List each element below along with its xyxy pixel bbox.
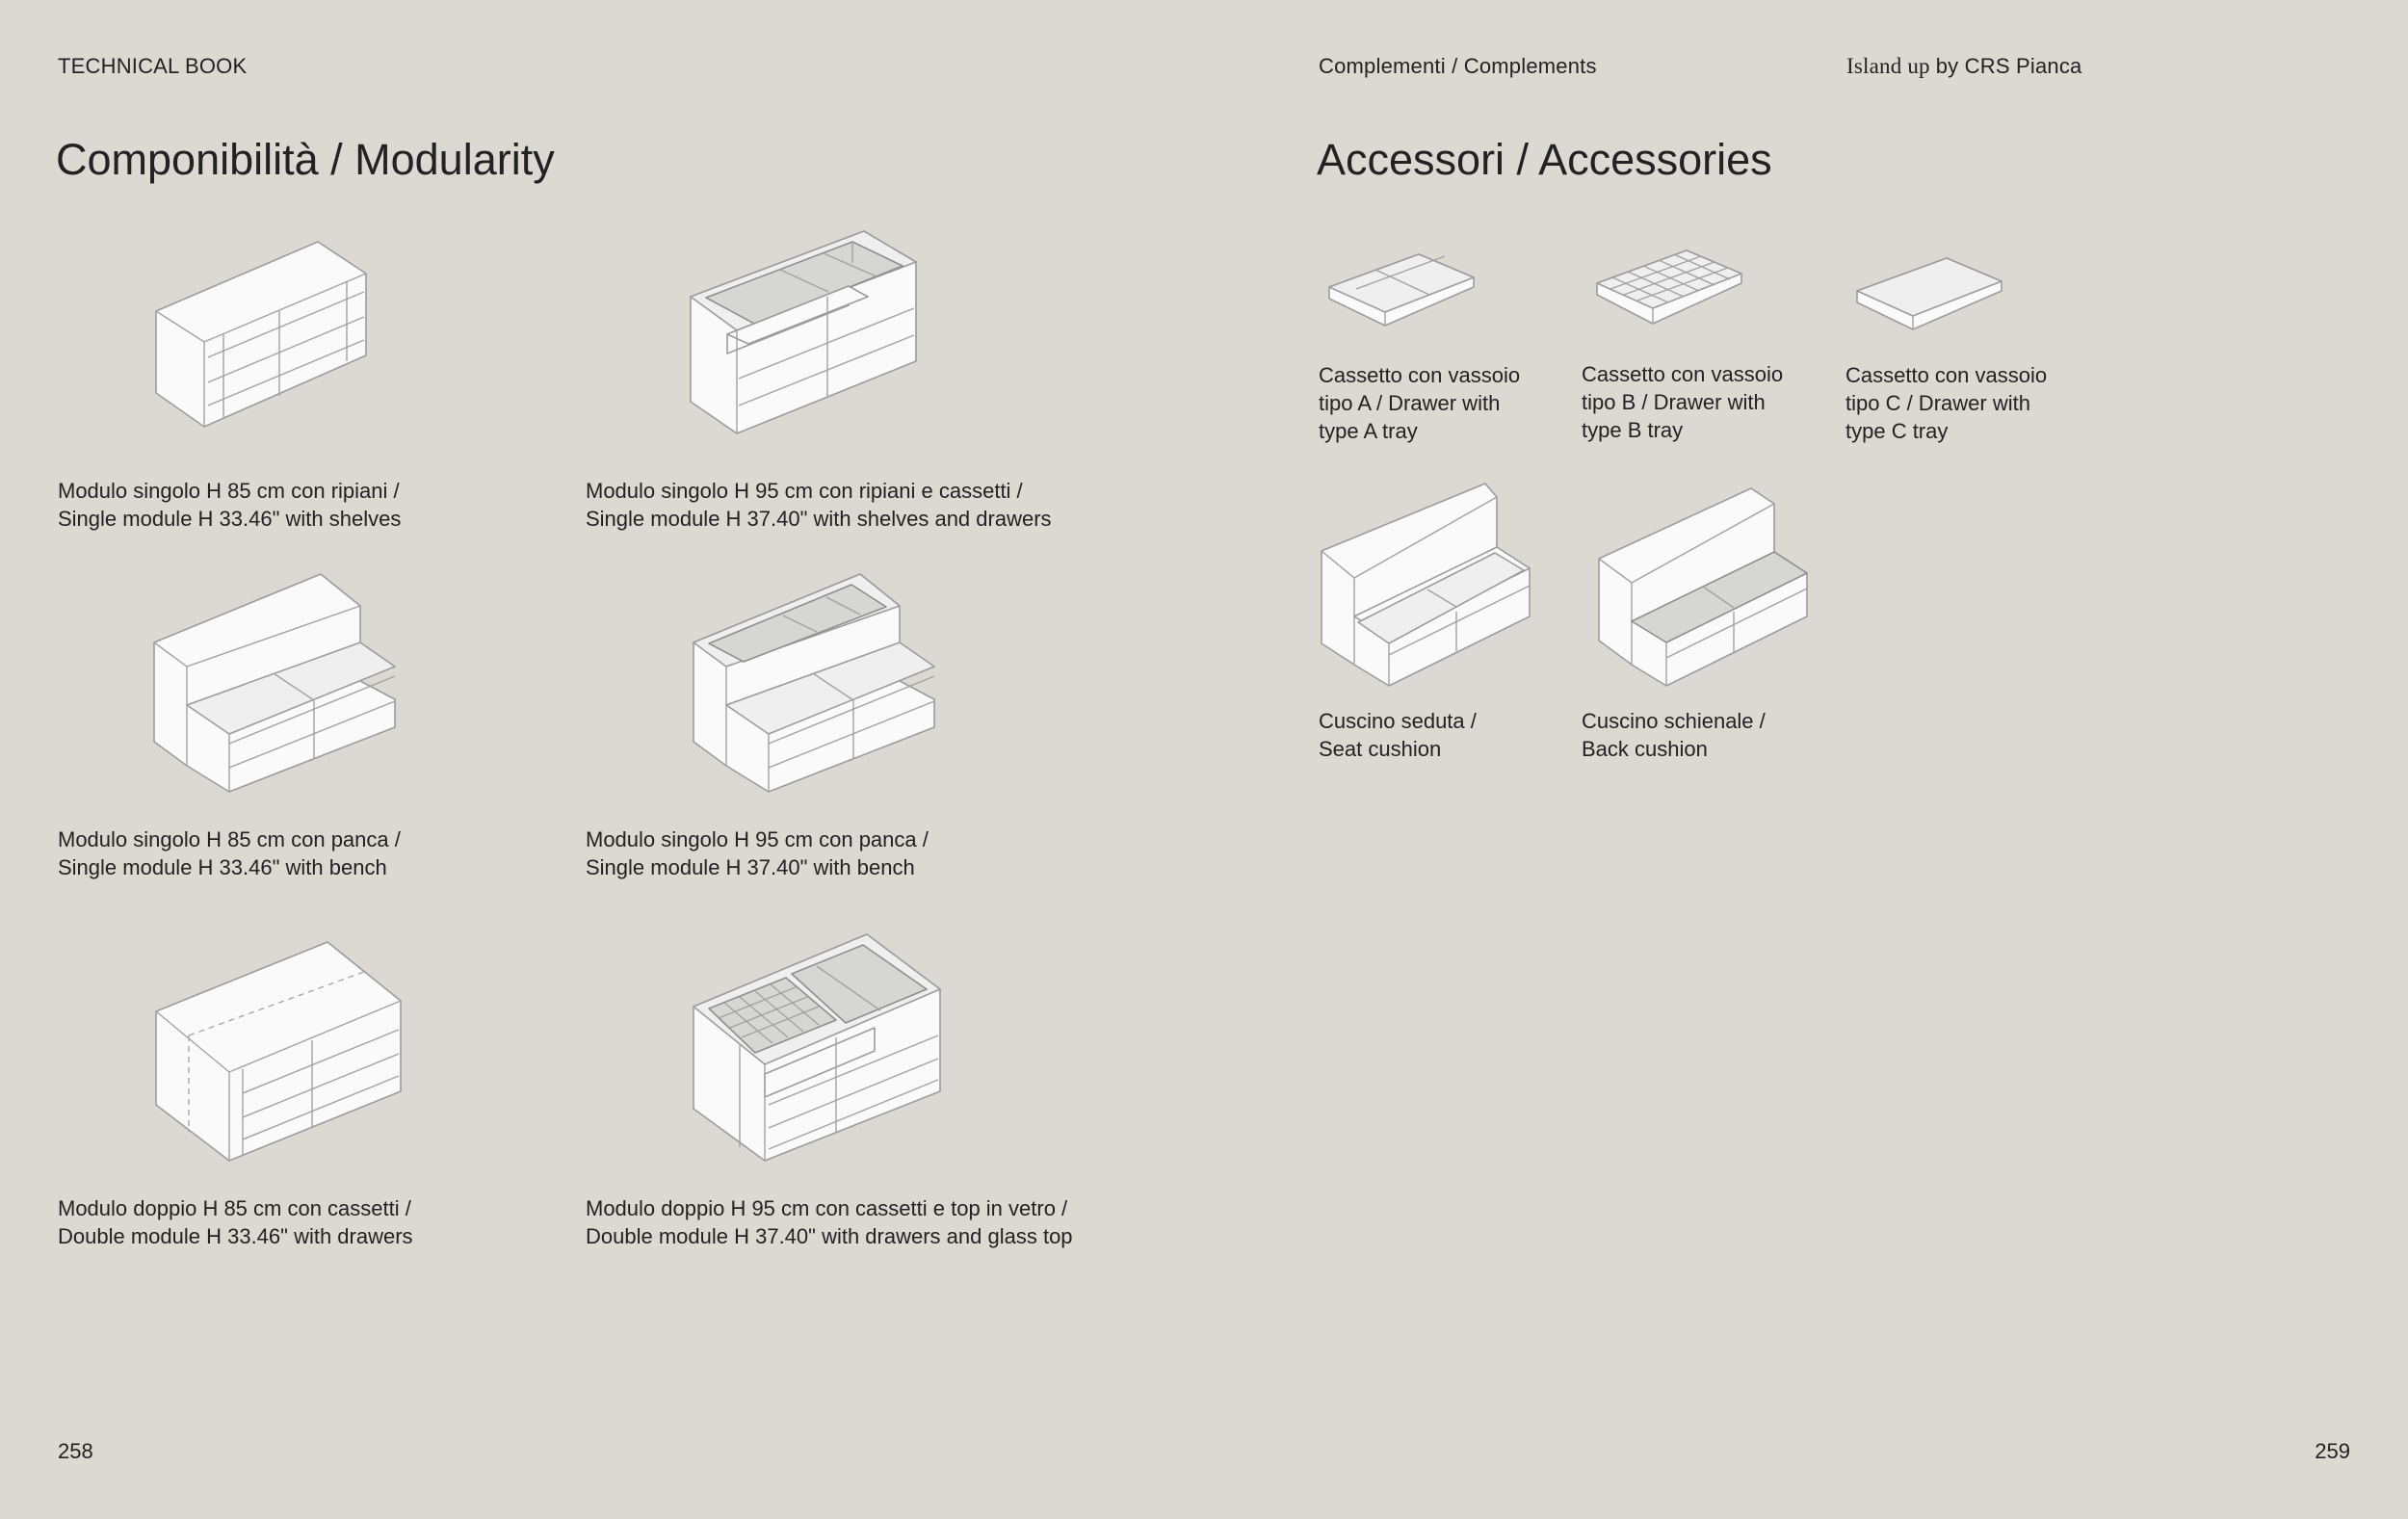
caption-tray-b	[1582, 360, 1783, 444]
accessories-title: Accessori / Accessories	[1317, 135, 1772, 184]
caption-double-glass-top	[586, 1194, 1073, 1250]
caption-single-shelves	[58, 477, 401, 533]
caption-line: Back cushion	[1582, 737, 1708, 761]
page-number-left: 258	[58, 1439, 93, 1463]
tray-c-icon	[1855, 256, 2004, 337]
bench-module-icon	[152, 570, 403, 794]
caption-line: Cassetto con vassoio	[1845, 363, 2048, 387]
caption-single-bench-85	[58, 825, 401, 881]
caption-line: Modulo singolo H 85 cm con ripiani /	[58, 479, 400, 503]
caption-tray-a	[1319, 361, 1520, 445]
caption-line: Double module H 37.40" with drawers and glass top	[586, 1224, 1073, 1248]
caption-seat-cushion	[1319, 707, 1477, 763]
caption-single-shelves-drawers	[586, 477, 1052, 533]
caption-line: Modulo singolo H 95 cm con ripiani e cassetti /	[586, 479, 1023, 503]
caption-line: Modulo singolo H 95 cm con panca /	[586, 827, 929, 851]
cabinet-shelves-icon	[154, 236, 376, 433]
caption-line: Double module H 33.46" with drawers	[58, 1224, 413, 1248]
caption-line: Seat cushion	[1319, 737, 1442, 761]
caption-line: Single module H 33.46" with bench	[58, 855, 387, 879]
caption-tray-c	[1845, 361, 2047, 445]
double-drawer-module-icon	[154, 939, 405, 1163]
seat-cushion-icon	[1320, 482, 1531, 689]
page-number-right: 259	[2315, 1439, 2350, 1463]
caption-line: type A tray	[1319, 419, 1418, 443]
double-glass-top-module-icon	[692, 930, 942, 1165]
caption-line: Modulo doppio H 95 cm con cassetti e top in vetro /	[586, 1196, 1068, 1220]
header-section-label: Complementi / Complements	[1319, 54, 1597, 78]
header-technical-book: TECHNICAL BOOK	[58, 54, 248, 78]
tray-b-icon	[1595, 249, 1744, 335]
caption-double-drawers	[58, 1194, 413, 1250]
caption-line: tipo B / Drawer with	[1582, 390, 1766, 414]
caption-line: Modulo singolo H 85 cm con panca /	[58, 827, 401, 851]
caption-single-bench-95	[586, 825, 929, 881]
caption-line: type B tray	[1582, 418, 1684, 442]
brand-by: by CRS Pianca	[1935, 54, 2082, 78]
tray-a-icon	[1327, 252, 1477, 333]
caption-line: Modulo doppio H 85 cm con cassetti /	[58, 1196, 411, 1220]
caption-line: tipo A / Drawer with	[1319, 391, 1501, 415]
modularity-title: Componibilità / Modularity	[56, 135, 555, 184]
caption-line: Cassetto con vassoio	[1319, 363, 1521, 387]
caption-line: Single module H 37.40" with bench	[586, 855, 915, 879]
brand-product: Island up	[1846, 54, 1930, 78]
caption-line: Cuscino schienale /	[1582, 709, 1766, 733]
back-cushion-icon	[1597, 486, 1809, 689]
cabinet-shelves-drawers-icon	[689, 226, 920, 438]
bench-module-tall-icon	[692, 570, 942, 794]
caption-line: Cuscino seduta /	[1319, 709, 1477, 733]
caption-line: Single module H 37.40" with shelves and drawers	[586, 507, 1052, 531]
caption-line: Single module H 33.46" with shelves	[58, 507, 402, 531]
caption-back-cushion	[1582, 707, 1766, 763]
caption-line: type C tray	[1845, 419, 1949, 443]
header-brand	[1846, 54, 2082, 79]
caption-line: Cassetto con vassoio	[1582, 362, 1784, 386]
caption-line: tipo C / Drawer with	[1845, 391, 2030, 415]
